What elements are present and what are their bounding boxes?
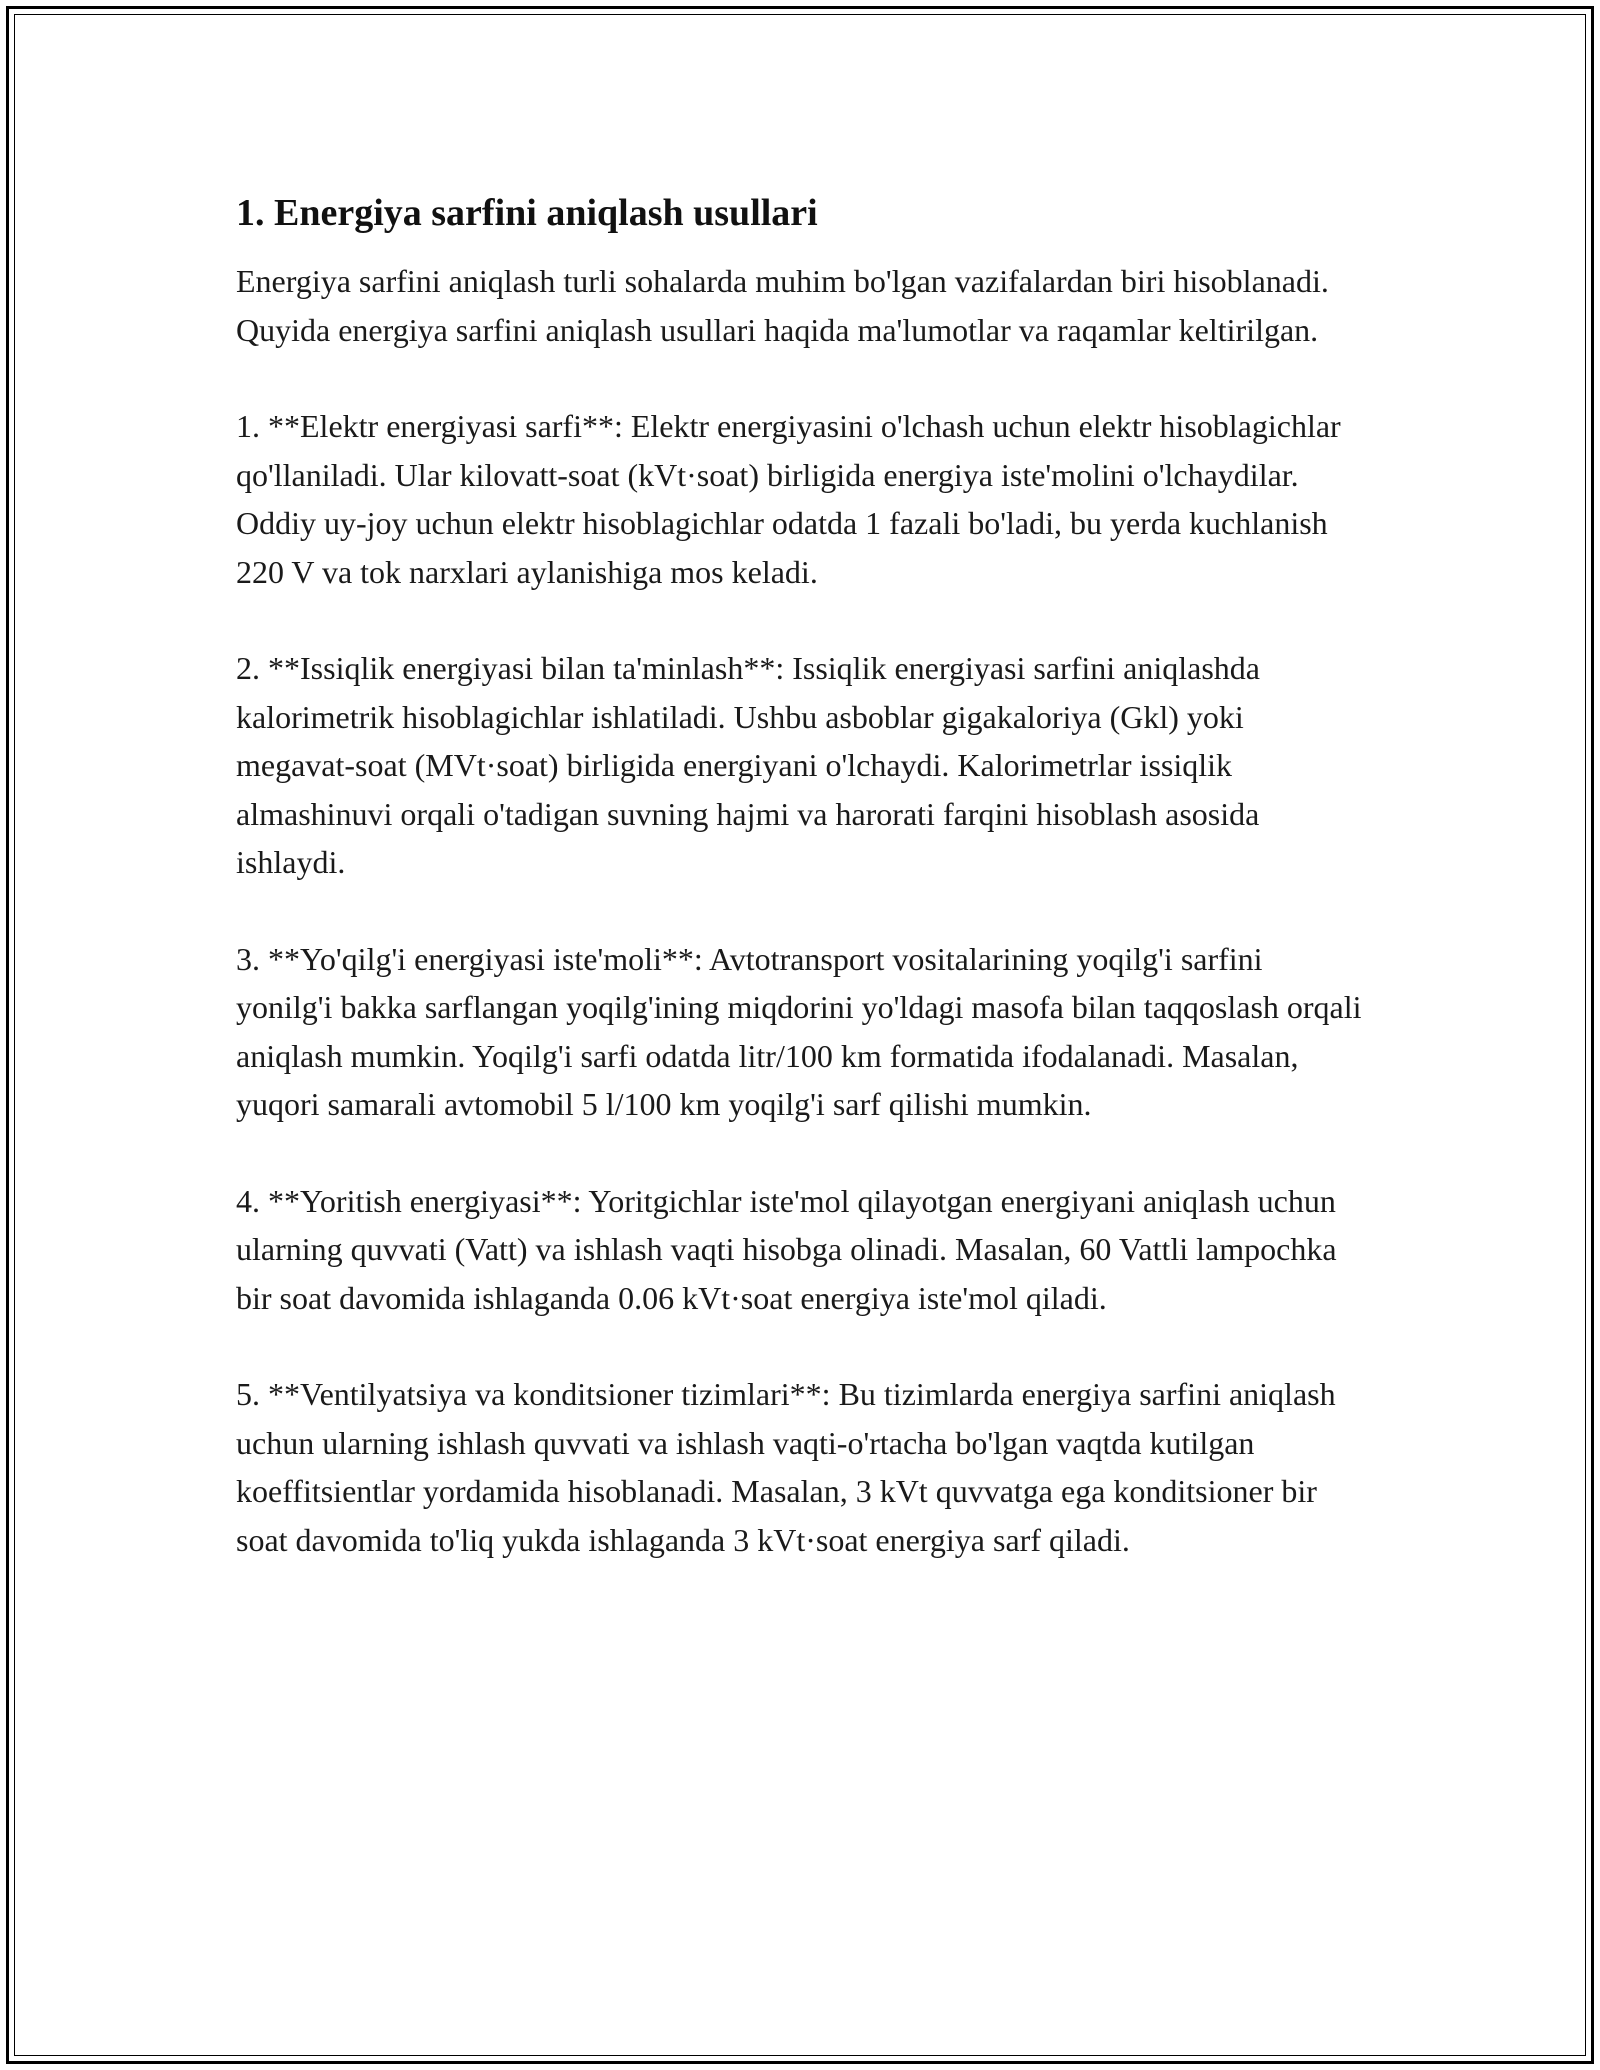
paragraph-electric-energy: 1. **Elektr energiyasi sarfi**: Elektr energiyasini o'lchash uchun elektr hisoblagichlar qo'llaniladi. Ular kilovatt-soat (kVt·soat) birligida energiya iste'molini o'lchaydilar. Oddiy uy-joy uchun elektr hisoblagichlar odatda 1 fazali bo'ladi, bu yerda kuchlanish 220 V va tok narxlari aylanishiga mos keladi.: [236, 408, 1341, 590]
document-title: 1. Energiya sarfini aniqlash usullari: [236, 192, 818, 234]
document-body: [236, 185, 1364, 1612]
paragraph-ventilation-ac: 5. **Ventilyatsiya va konditsioner tizimlari**: Bu tizimlarda energiya sarfini aniqlash uchun ularning ishlash quvvati va ishlash vaqti-o'rtacha bo'lgan vaqtda kutilgan koeffitsientlar yordamida hisoblanadi. Masalan, 3 kVt quvvatga ega konditsioner bir soat davomida to'liq yukda ishlaganda 3 kVt·soat energiya sarf qiladi.: [236, 1376, 1336, 1558]
paragraph-lighting-energy: 4. **Yoritish energiyasi**: Yoritgichlar iste'mol qilayotgan energiyani aniqlash uchun ularning quvvati (Vatt) va ishlash vaqti hisobga olinadi. Masalan, 60 Vattli lampochka bir soat davomida ishlaganda 0.06 kVt·soat energiya iste'mol qiladi.: [236, 1182, 1337, 1316]
paragraph-heat-energy: 2. **Issiqlik energiyasi bilan ta'minlash**: Issiqlik energiyasi sarfini aniqlashda kalorimetrik hisoblagichlar ishlatiladi. Ushbu asboblar gigakaloriya (Gkl) yoki megavat-soat (MVt·soat) birligida energiyani o'lchaydi. Kalorimetrlar issiqlik almashinuvi orqali o'tadigan suvning hajmi va harorati farqini hisoblash asosida ishlaydi.: [236, 650, 1260, 880]
paragraph-fuel-energy: 3. **Yo'qilg'i energiyasi iste'moli**: Avtotransport vositalarining yoqilg'i sarfini yonilg'i bakka sarflangan yoqilg'ining miqdorini yo'ldagi masofa bilan taqqoslash orqali aniqlash mumkin. Yoqilg'i sarfi odatda litr/100 km formatida ifodalanadi. Masalan, yuqori samarali avtomobil 5 l/100 km yoqilg'i sarf qilishi mumkin.: [236, 940, 1362, 1122]
intro-paragraph: Energiya sarfini aniqlash turli sohalarda muhim bo'lgan vazifalardan biri hisoblanadi. Quyida energiya sarfini aniqlash usullari haqida ma'lumotlar va raqamlar keltirilgan.: [236, 263, 1329, 348]
